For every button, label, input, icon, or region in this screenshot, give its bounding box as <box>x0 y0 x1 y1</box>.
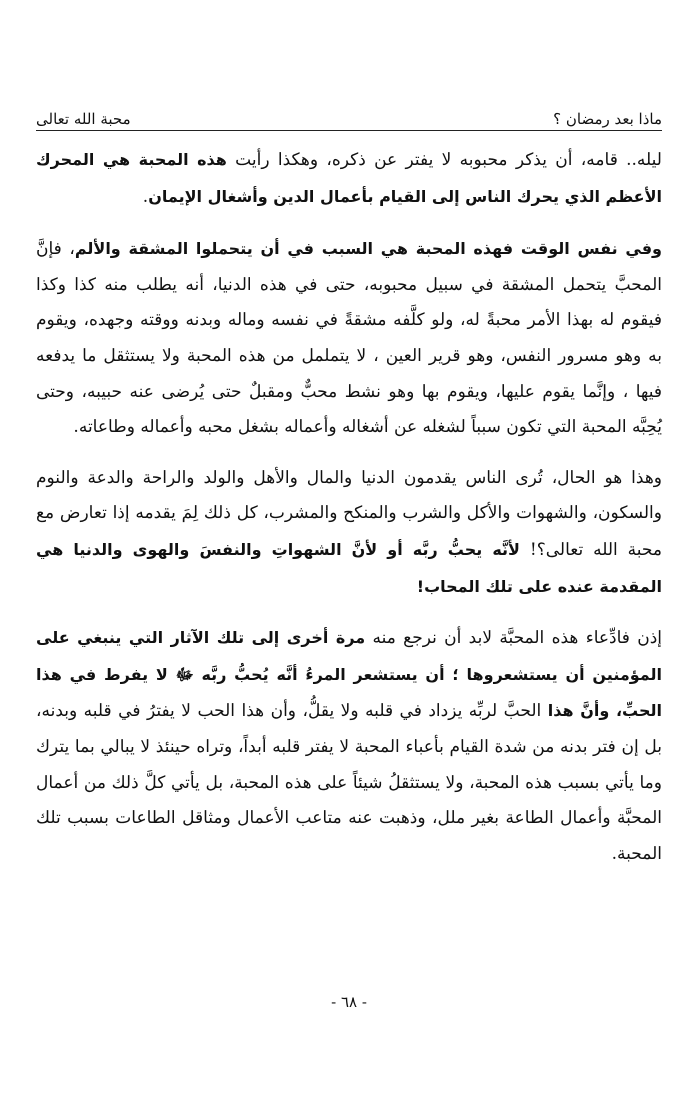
paragraph-2 <box>36 231 662 446</box>
paragraph-text: الحبَّ لربِّه يزداد في قلبه ولا يقلُّ، وأن هذا الحب لا يفترُ في قلبه وبدنه، بل إن فتر بدنه من شدة القيام بأعباء المحبة لا يفتر قلبه أبداً، وتراه حينئذ لا يبالي بما يترك وما يأتي بسبب هذه المحبة، ولا يستثقلُ شيئاً على هذه المحبة، بل يأتي كلَّ ذلك من أعمال المحبَّة وأعمال الطاعة بغير ملل، وذهبت عنه متاعب الأعمال ومثاقل الطاعات بسبب تلك المحبة. <box>36 701 662 864</box>
paragraph-text: . <box>142 186 149 207</box>
chapter-title: محبة الله تعالى <box>36 110 131 128</box>
bold-phrase: وفي نفس الوقت فهذه المحبة هي السبب في أن يتحملوا المشقة والألم <box>74 239 662 259</box>
paragraph-1 <box>36 142 662 215</box>
book-title: ماذا بعد رمضان ؟ <box>553 110 662 128</box>
page-number: - ٦٨ - <box>331 993 367 1011</box>
paragraph-text: ، فإنَّ المحبَّ يتحمل المشقة في سبيل محبوبه، حتى في هذه الدنيا، أنه يطلب منه كذا وكذا فيقوم له بهذا الأمر محبةً له، ولو كلَّفه مشقةً في نفسه وماله وبدنه ووقته وجهده، ويقوم به وهو مسرور النفس، وهو قرير العين ، لا يتململ من هذه المحبة ولا يستثقل ما يدفعه فيها ، وإنَّما يقوم عليها، ويقوم بها وهو نشط محبٌّ ومقبلٌ حتى يُرضى عنه حبيبه، وحتى يُحِبَّه المحبة التي تكون سبباً لشغله عن أشغاله وأعماله بشغل محبه وأعماله وطاعاته. <box>36 239 662 438</box>
bold-phrase: مرة أخرى إلى تلك الآثار التي ينبغي على المؤمنين أن يستشعروها ؛ أن يستشعر المرءُ أنَّه يُحبُّ ربَّه ﷻ لا يفرط في هذا الحبِّ، وأنَّ هذا <box>36 628 662 721</box>
running-header <box>36 96 662 128</box>
header-divider <box>36 130 662 131</box>
paragraph-3 <box>36 461 662 605</box>
bold-phrase: لأنَّه يحبُّ ربَّه أو لأنَّ الشهواتِ والنفسَ والهوى والدنيا هي المقدمة عنده على تلك المحاب! <box>36 539 662 596</box>
paragraph-text: وهذا هو الحال، تُرى الناس يقدمون الدنيا والمال والأهل والولد والراحة والدعة والنوم والسكون، والشهوات والأكل والشرب والمنكح والمشرب، كل ذلك لِمَ يقدمه إذا تعارض مع محبة الله تعالى؟! <box>36 467 663 560</box>
bold-phrase: هذه المحبة هي المحرك الأعظم الذي يحرك الناس إلى القيام بأعمال الدين وأشغال الإيمان <box>36 150 662 206</box>
paragraph-text: ليله.. قامه، أن يذكر محبوبه لا يفتر عن ذكره، وهكذا رأيت <box>226 150 662 170</box>
page-body <box>36 142 662 887</box>
paragraph-text: إذن فادِّعاء هذه المحبَّة لابد أن نرجع منه <box>365 628 662 649</box>
paragraph-4 <box>36 620 662 872</box>
